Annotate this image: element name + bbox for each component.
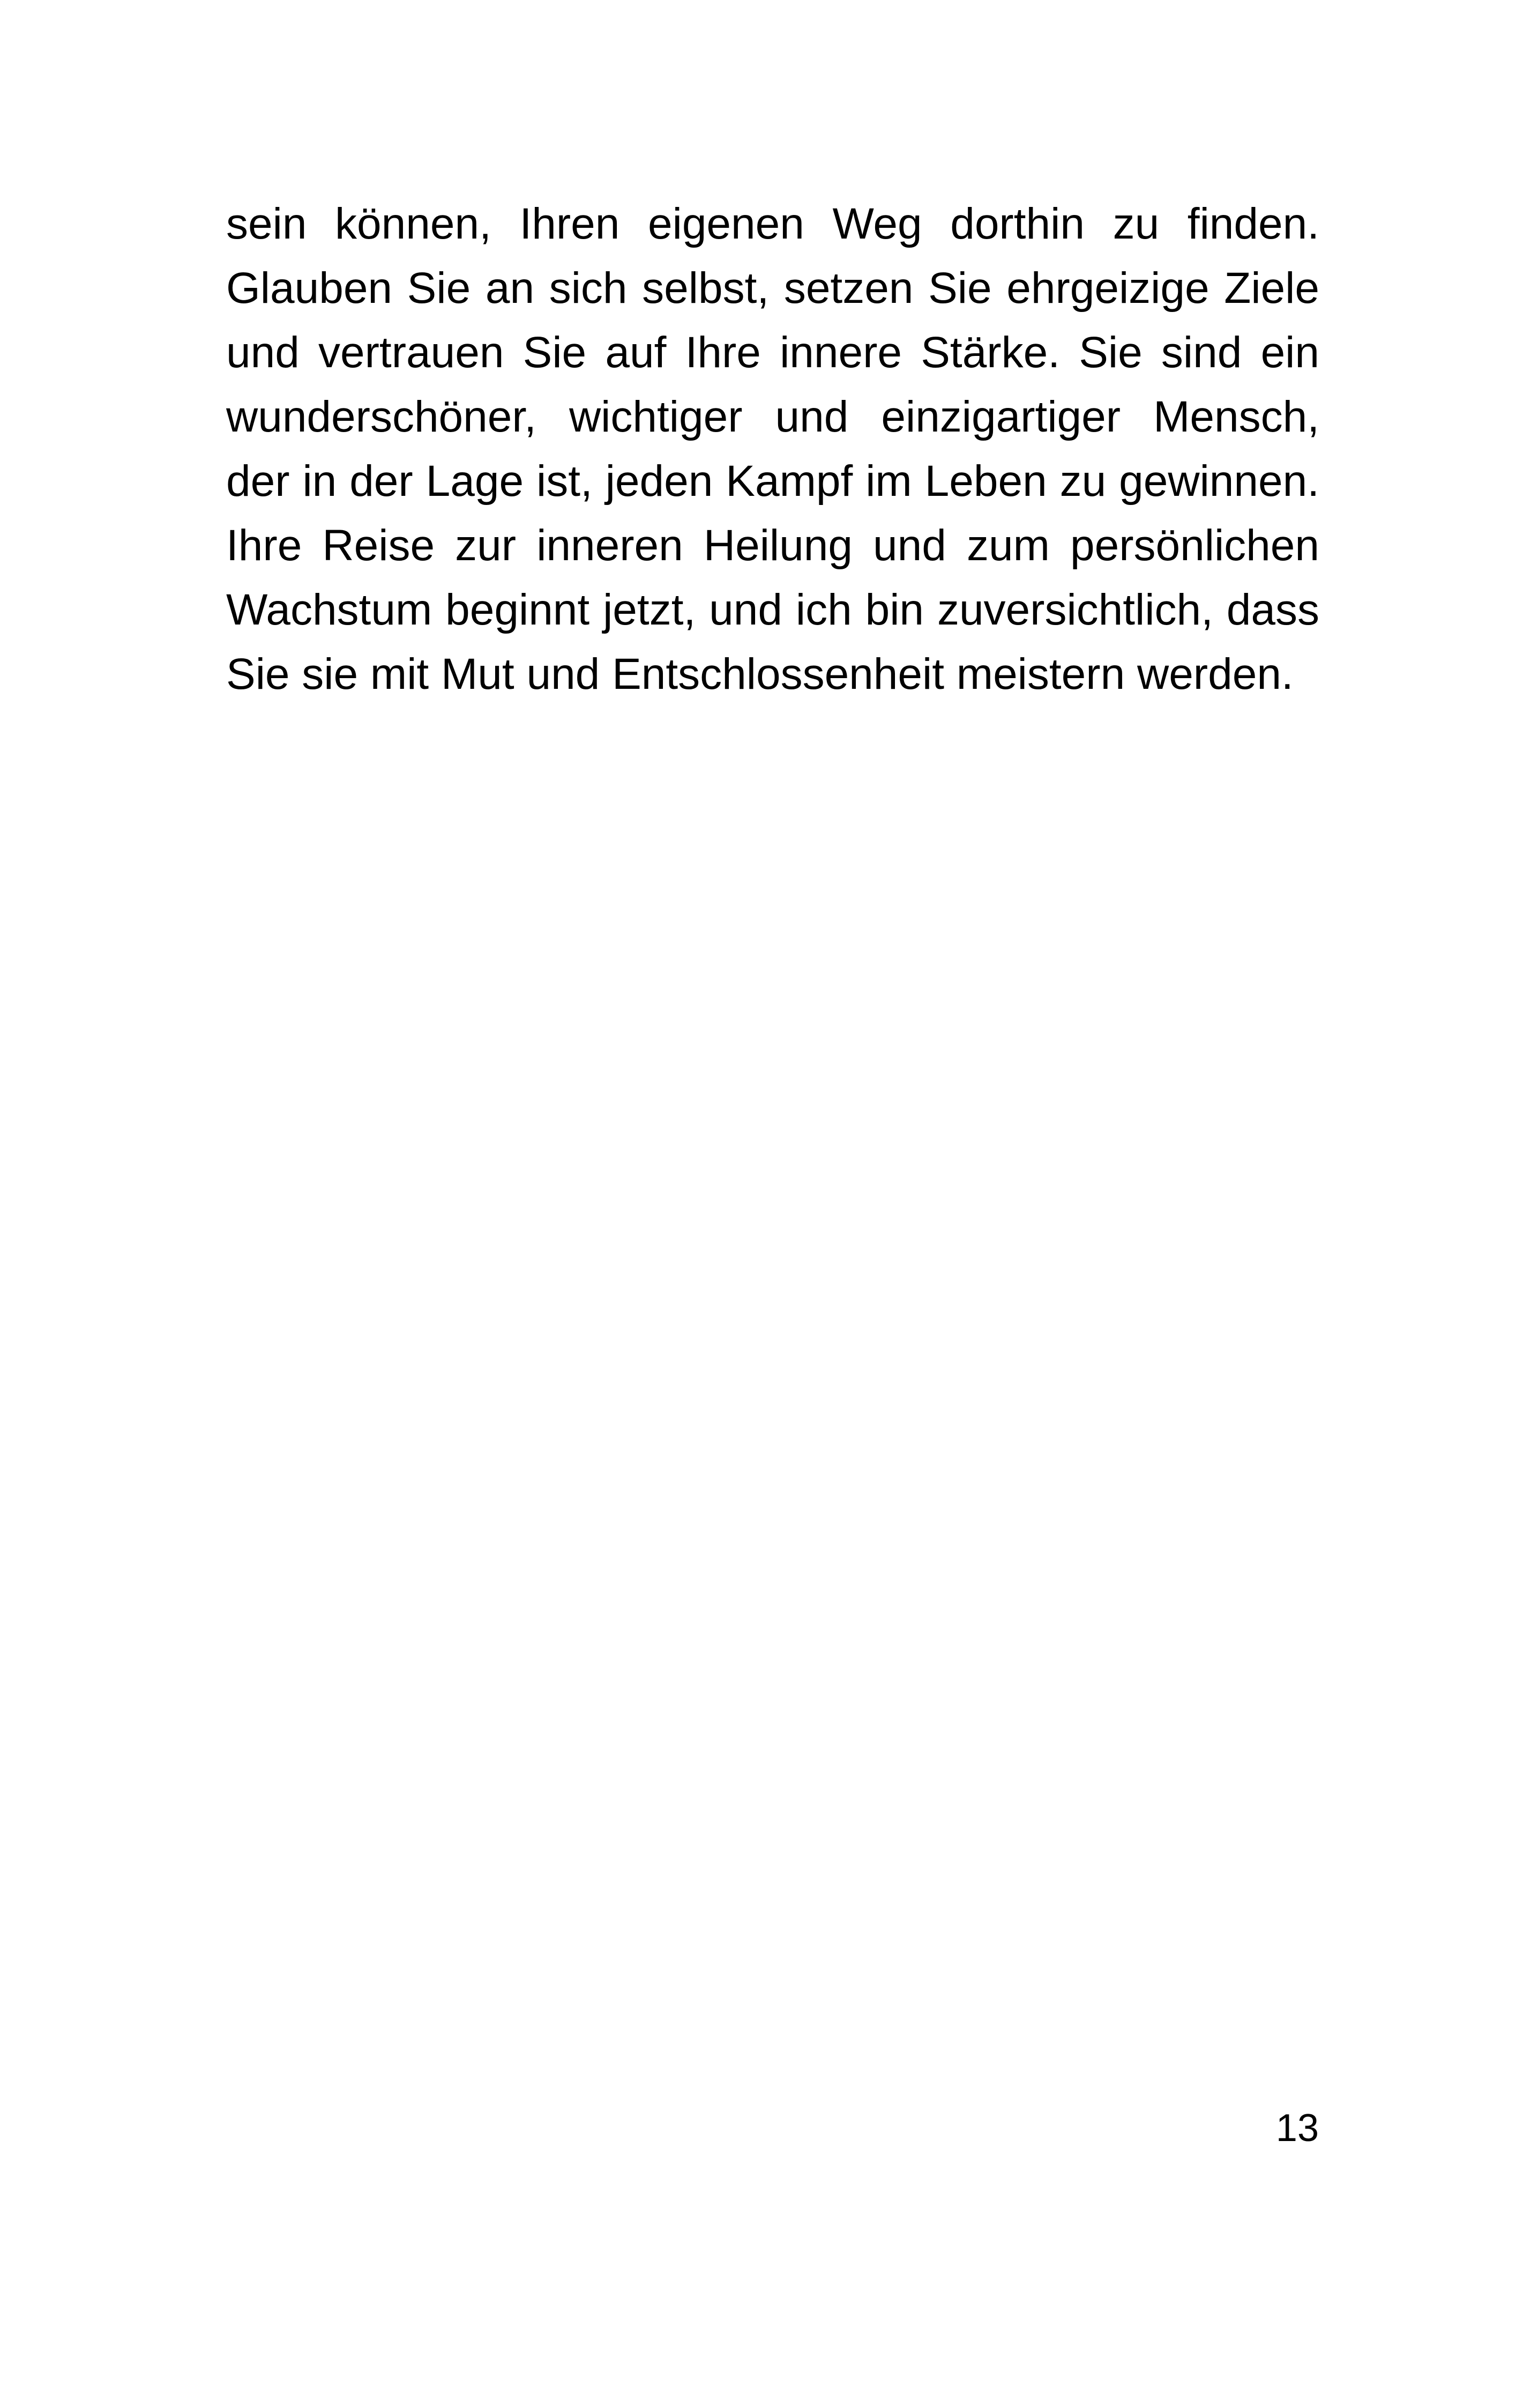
body-paragraph — [226, 192, 1319, 707]
page-number: 13 — [1275, 2107, 1319, 2150]
paragraph-line: wunderschöner, wichtiger und einzigartiger Mensch, — [226, 392, 1319, 441]
paragraph-line: Wachstum beginnt jetzt, und ich bin zuversichtlich, dass — [226, 585, 1319, 634]
paragraph-line: Sie sie mit Mut und Entschlossenheit meistern werden. — [226, 650, 1294, 698]
paragraph-line: der in der Lage ist, jeden Kampf im Leben zu gewinnen. — [226, 457, 1319, 506]
paragraph-line: Ihre Reise zur inneren Heilung und zum persönlichen — [226, 521, 1319, 570]
paragraph-line: sein können, Ihren eigenen Weg dorthin zu finden. — [226, 199, 1319, 248]
paragraph-line: und vertrauen Sie auf Ihre innere Stärke. Sie sind ein — [226, 328, 1319, 377]
paragraph-line: Glauben Sie an sich selbst, setzen Sie ehrgeizige Ziele — [226, 264, 1319, 313]
